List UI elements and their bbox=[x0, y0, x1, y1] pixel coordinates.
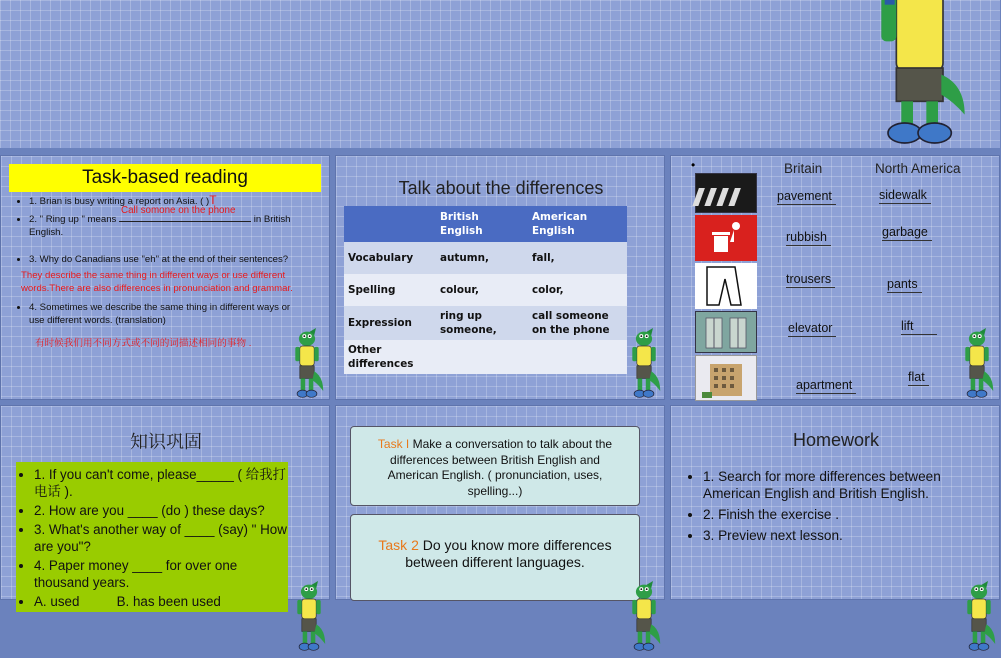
american-word: pants bbox=[887, 277, 922, 293]
table-row bbox=[344, 340, 627, 374]
slide-homework bbox=[670, 405, 1000, 600]
british-word: elevator bbox=[788, 321, 836, 337]
american-word: sidewalk bbox=[879, 188, 931, 204]
task1-scroll bbox=[350, 426, 640, 506]
table-cell: fall, bbox=[528, 242, 627, 274]
exercise-box bbox=[16, 462, 288, 612]
slide-talk-about-differences bbox=[335, 155, 665, 400]
question-4 bbox=[29, 301, 299, 327]
question-text: 3. Why do Canadians use "eh" at the end of their sentences? bbox=[29, 254, 289, 265]
answer-text: Call somone on the phone bbox=[121, 205, 236, 216]
table-cell bbox=[436, 340, 528, 374]
list-item: • 4. Paper money ____ for over one thousand years. bbox=[34, 557, 288, 591]
slide-britain-vs-america bbox=[670, 155, 1000, 400]
list-item: • 1. If you can't come, please_____ ( 给我打电话 ). bbox=[34, 466, 288, 500]
table-cell bbox=[528, 340, 627, 374]
table-header-cell: American English bbox=[528, 206, 627, 242]
british-word: pavement bbox=[777, 189, 836, 205]
british-word: rubbish bbox=[786, 230, 831, 246]
mascot-icon bbox=[287, 328, 327, 400]
list-item: • 3. What's another way of ____ (say) " How are you"? bbox=[34, 521, 288, 555]
table-cell: Vocabulary bbox=[344, 242, 436, 274]
question-3 bbox=[29, 253, 325, 266]
slide-tasks bbox=[335, 405, 665, 600]
column-header-britain: Britain bbox=[784, 161, 823, 176]
apartment-building-photo bbox=[695, 355, 757, 401]
slide-knowledge-review bbox=[0, 405, 330, 609]
differences-table bbox=[344, 206, 627, 374]
table-cell: colour, bbox=[436, 274, 528, 306]
british-word: trousers bbox=[786, 272, 835, 288]
table-header-row bbox=[344, 206, 627, 242]
rubbish-bin-sign bbox=[695, 215, 757, 261]
task-label: Task I bbox=[377, 437, 410, 451]
question-2 bbox=[29, 205, 325, 239]
task-label: Task 2 bbox=[378, 537, 419, 553]
top-slide-fragment bbox=[0, 0, 1000, 148]
table-header-cell: British English bbox=[436, 206, 528, 242]
question-text: 1. Brian is busy writing a report on Asia. ( ) bbox=[29, 196, 210, 207]
mascot-icon bbox=[624, 581, 664, 653]
slide-title: 知识巩固 bbox=[130, 432, 202, 452]
slide-title: Talk about the differences bbox=[398, 178, 604, 198]
question-text: in British English. bbox=[29, 214, 291, 238]
task-text: Do you know more differences between different languages. bbox=[405, 537, 612, 570]
mascot-icon bbox=[957, 328, 997, 400]
question-text: 2. " Ring up " means bbox=[29, 214, 117, 225]
list-item: • 2. How are you ____ (do ) these days? bbox=[34, 502, 288, 519]
answer-4: 有时候我们用不同方式或不同的词描述相同的事物 . bbox=[35, 338, 252, 349]
american-word: garbage bbox=[882, 225, 932, 241]
table-row bbox=[344, 306, 627, 340]
table-cell: Spelling bbox=[344, 274, 436, 306]
homework-list bbox=[691, 468, 995, 548]
answer-text: T bbox=[209, 193, 217, 207]
list-item: • 1. Search for more differences between American English and British English. bbox=[703, 468, 995, 502]
column-header-north-america: North America bbox=[875, 161, 961, 176]
table-cell: call someone on the phone bbox=[528, 306, 627, 340]
mascot-icon bbox=[289, 581, 329, 653]
task-text: Make a conversation to talk about the differences between British English and American English. ( pronunciation, uses, spelling...) bbox=[387, 437, 613, 498]
table-cell: autumn, bbox=[436, 242, 528, 274]
answer-3: They describe the same thing in different ways or use different words.There are also differences in pronunciation and grammar. bbox=[21, 270, 293, 294]
bullet: • bbox=[691, 158, 696, 172]
trousers-drawing bbox=[695, 263, 757, 309]
table-header-cell bbox=[344, 206, 436, 242]
table-cell: color, bbox=[528, 274, 627, 306]
table-row bbox=[344, 242, 627, 274]
slide-title: Task-based reading bbox=[9, 164, 321, 192]
table-row bbox=[344, 274, 627, 306]
mascot-large bbox=[868, 0, 968, 148]
table-cell: ring up someone, bbox=[436, 306, 528, 340]
table-cell: Other differences bbox=[344, 340, 436, 374]
list-item: • 2. Finish the exercise . bbox=[703, 506, 995, 523]
british-word: apartment bbox=[796, 378, 856, 394]
table-cell: Expression bbox=[344, 306, 436, 340]
mascot-icon bbox=[959, 581, 999, 653]
list-item: • A. used B. has been used bbox=[34, 593, 288, 610]
task2-scroll bbox=[350, 514, 640, 601]
slide-title: Homework bbox=[792, 430, 880, 450]
question-list bbox=[15, 194, 325, 350]
list-item: • 3. Preview next lesson. bbox=[703, 527, 995, 544]
exercise-list bbox=[16, 466, 288, 610]
elevator-photo bbox=[695, 311, 757, 353]
american-word: flat bbox=[908, 370, 929, 386]
mascot-icon bbox=[624, 328, 664, 400]
slide-task-based-reading bbox=[0, 155, 330, 400]
american-word: lift bbox=[901, 319, 937, 335]
question-text: 4. Sometimes we describe the same thing in different ways or use different words. (translation) bbox=[29, 302, 291, 326]
crosswalk-photo bbox=[695, 173, 757, 213]
